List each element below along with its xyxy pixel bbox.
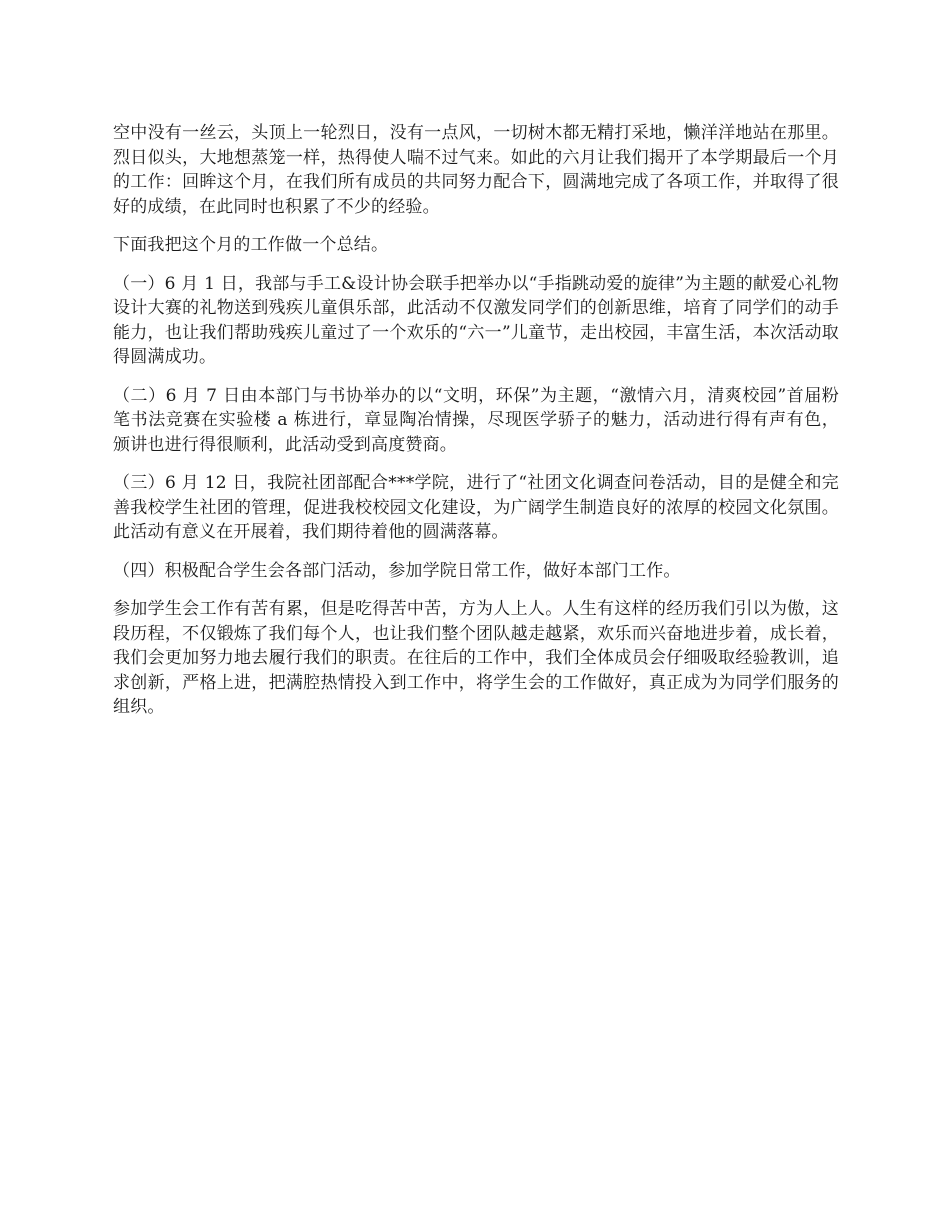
paragraph-intro: 空中没有一丝云，头顶上一轮烈日，没有一点风，一切树木都无精打采地，懒洋洋地站在那里。烈日似头，大地想蒸笼一样，热得使人喘不过气来。如此的六月让我们揭开了本学期最后一个月的工作：回眸这个月，在我们所有成员的共同努力配合下，圆满地完成了各项工作，并取得了很好的成绩，在此同时也积累了不少的经验。	[113, 123, 839, 217]
paragraph-item-2: （二）6 月 7 日由本部门与书协举办的以“文明，环保”为主题，“激情六月，清爽校园”首届粉笔书法竞赛在实验楼 a 栋进行，章显陶冶情操，尽现医学骄子的魅力，活动进行得有声有色，颁讲也进行得很顺利，此活动受到高度赞商。	[113, 385, 839, 455]
paragraph-summary-lead: 下面我把这个月的工作做一个总结。	[113, 235, 389, 255]
paragraph-conclusion: 参加学生会工作有苦有累，但是吃得苦中苦，方为人上人。人生有这样的经历我们引以为傲，这段历程，不仅锻炼了我们每个人，也让我们整个团队越走越紧，欢乐而兴奋地进步着，成长着，我们会更加努力地去履行我们的职责。在往后的工作中，我们全体成员会仔细吸取经验教训，追求创新，严格上进，把满腔热情投入到工作中，将学生会的工作做好，真正成为为同学们服务的组织。	[113, 599, 839, 717]
paragraph-item-1: （一）6 月 1 日，我部与手工&设计协会联手把举办以“手指跳动爱的旋律”为主题的献爱心礼物设计大赛的礼物送到残疾儿童俱乐部，此活动不仅激发同学们的创新思维，培育了同学们的动手能力，也让我们帮助残疾儿童过了一个欢乐的“六一”儿童节，走出校园，丰富生活，本次活动取得圆满成功。	[113, 273, 839, 367]
document-body	[113, 121, 839, 734]
paragraph-item-4: （四）积极配合学生会各部门活动，参加学院日常工作，做好本部门工作。	[113, 560, 681, 581]
paragraph-item-3: （三）6 月 12 日，我院社团部配合***学院，进行了“社团文化调查问卷活动，目的是健全和完善我校学生社团的管理，促进我校校园文化建设，为广阔学生制造良好的浓厚的校园文化氛围。此活动有意义在开展着，我们期待着他的圆满落幕。	[113, 473, 839, 542]
